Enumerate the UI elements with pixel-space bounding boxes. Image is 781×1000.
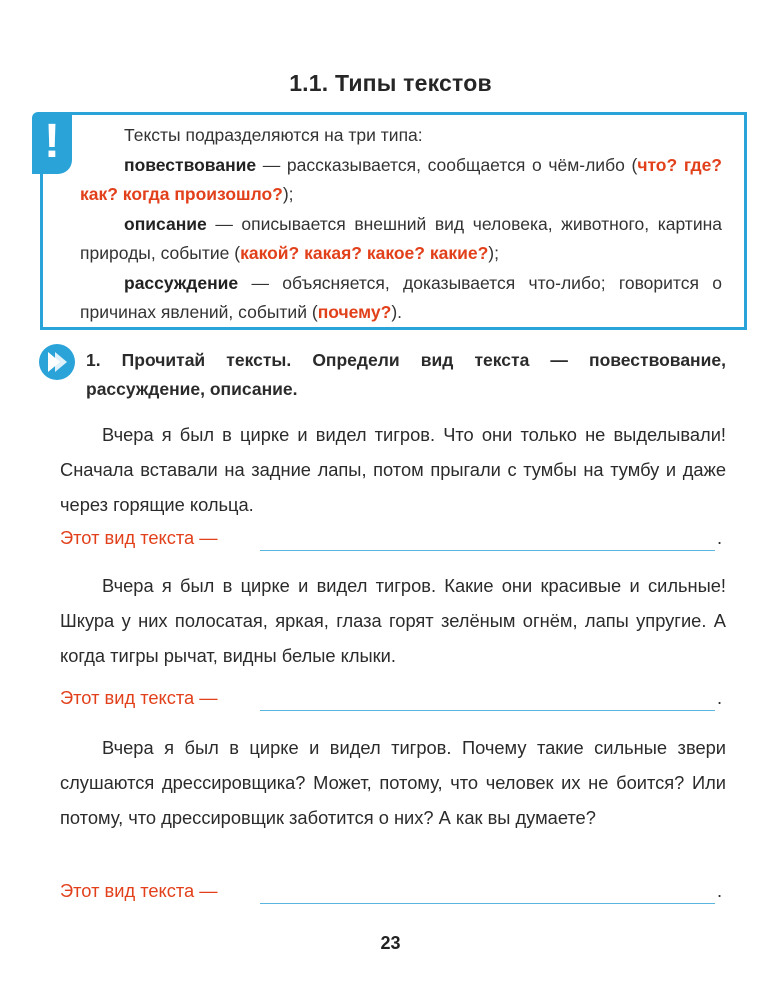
answer-line[interactable]	[260, 903, 715, 904]
text-2: Вчера я был в цирке и видел тигров. Какие они красивые и сильные! Шкура у них полосатая, яркая, глаза горят зелёным огнём, лапы упругие. А когда тигры рычат, видны белые клыки.	[60, 575, 726, 666]
answer-line[interactable]	[260, 550, 715, 551]
answer-label: Этот вид текста —	[60, 527, 218, 548]
page-title: 1.1. Типы текстов	[289, 70, 492, 96]
play-arrow-icon	[38, 343, 76, 381]
rule-text	[80, 121, 722, 328]
answer-label: Этот вид текста —	[60, 687, 218, 708]
answer-field-1[interactable]: Этот вид текста — .	[60, 527, 730, 557]
text-3: Вчера я был в цирке и видел тигров. Почему такие сильные звери слушаются дрессировщика? Может, потому, что человек их не боится? Или потому, что дрессировщик заботится о них? А как вы думаете?	[60, 737, 726, 828]
exclamation-icon: !	[32, 112, 72, 174]
task-instruction: 1. Прочитай тексты. Определи вид текста — повествование, рассуждение, описание.	[86, 350, 726, 399]
answer-field-2[interactable]: Этот вид текста — .	[60, 687, 730, 717]
rule-type-reasoning: рассуждение — объясняется, доказывается что-либо; говорится о причинах явлений, событий (почему?).	[80, 272, 722, 322]
answer-line[interactable]	[260, 710, 715, 711]
answer-field-3[interactable]: Этот вид текста — .	[60, 880, 730, 910]
rule-type-narration: повествование — рассказывается, сообщается о чём-либо (что? где? как? когда произошло?);	[80, 154, 722, 204]
rule-type-description: описание — описывается внешний вид человека, животного, картина природы, событие (какой? какая? какое? какие?);	[80, 213, 722, 263]
page-number: 23	[380, 933, 401, 953]
rule-intro: Тексты подразделяются на три типа:	[124, 125, 423, 145]
text-1: Вчера я был в цирке и видел тигров. Что они только не выделывали! Сначала вставали на задние лапы, потом прыгали с тумбы на тумбу и даже через горящие кольца.	[60, 424, 726, 515]
answer-label: Этот вид текста —	[60, 880, 218, 901]
